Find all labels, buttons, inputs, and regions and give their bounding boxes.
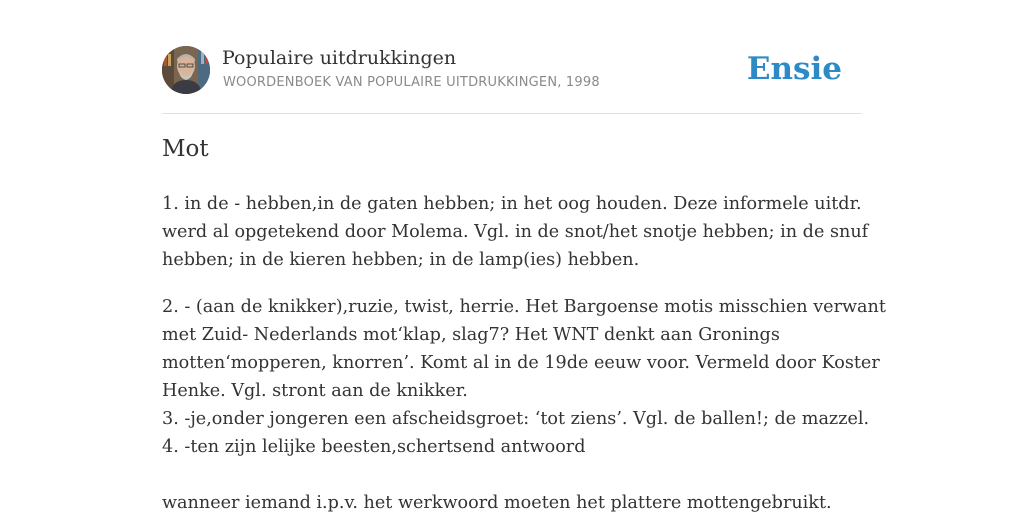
source-subtitle: WOORDENBOEK VAN POPULAIRE UITDRUKKINGEN, 1998 [223, 75, 600, 90]
body-line: werd al opgetekend door Molema. Vgl. in de snot/het snotje hebben; in de snuf [162, 222, 869, 242]
body-line: 1. in de - hebben,in de gaten hebben; in het oog houden. Deze informele uitdr. [162, 194, 862, 214]
paragraph-gap [162, 274, 862, 293]
body-line: 2. - (aan de knikker),ruzie, twist, herrie. Het Bargoense motis misschien verwant [162, 297, 886, 317]
source-title[interactable]: Populaire uitdrukkingen [222, 47, 457, 69]
body-line: motten‘mopperen, knorren’. Komt al in de 19de eeuw voor. Vermeld door Koster [162, 353, 880, 373]
body-line: wanneer iemand i.p.v. het werkwoord moeten het plattere mottengebruikt. [162, 493, 832, 512]
author-avatar[interactable] [162, 46, 210, 94]
entry-body [162, 190, 886, 512]
body-line: hebben; in de kieren hebben; in de lamp(ies) hebben. [162, 250, 640, 270]
body-line: met Zuid- Nederlands mot‘klap, slag7? Het WNT denkt aan Gronings [162, 325, 780, 345]
body-line: Henke. Vgl. stront aan de knikker. [162, 381, 468, 401]
brand-logo[interactable]: Ensie [746, 51, 842, 87]
blank-line [162, 461, 862, 489]
entry-title: Mot [162, 136, 209, 162]
source-header [162, 46, 862, 114]
body-line: 4. -ten zijn lelijke beesten,schertsend antwoord [162, 437, 586, 457]
body-line: 3. -je,onder jongeren een afscheidsgroet: ‘tot ziens’. Vgl. de ballen!; de mazzel. [162, 409, 870, 429]
